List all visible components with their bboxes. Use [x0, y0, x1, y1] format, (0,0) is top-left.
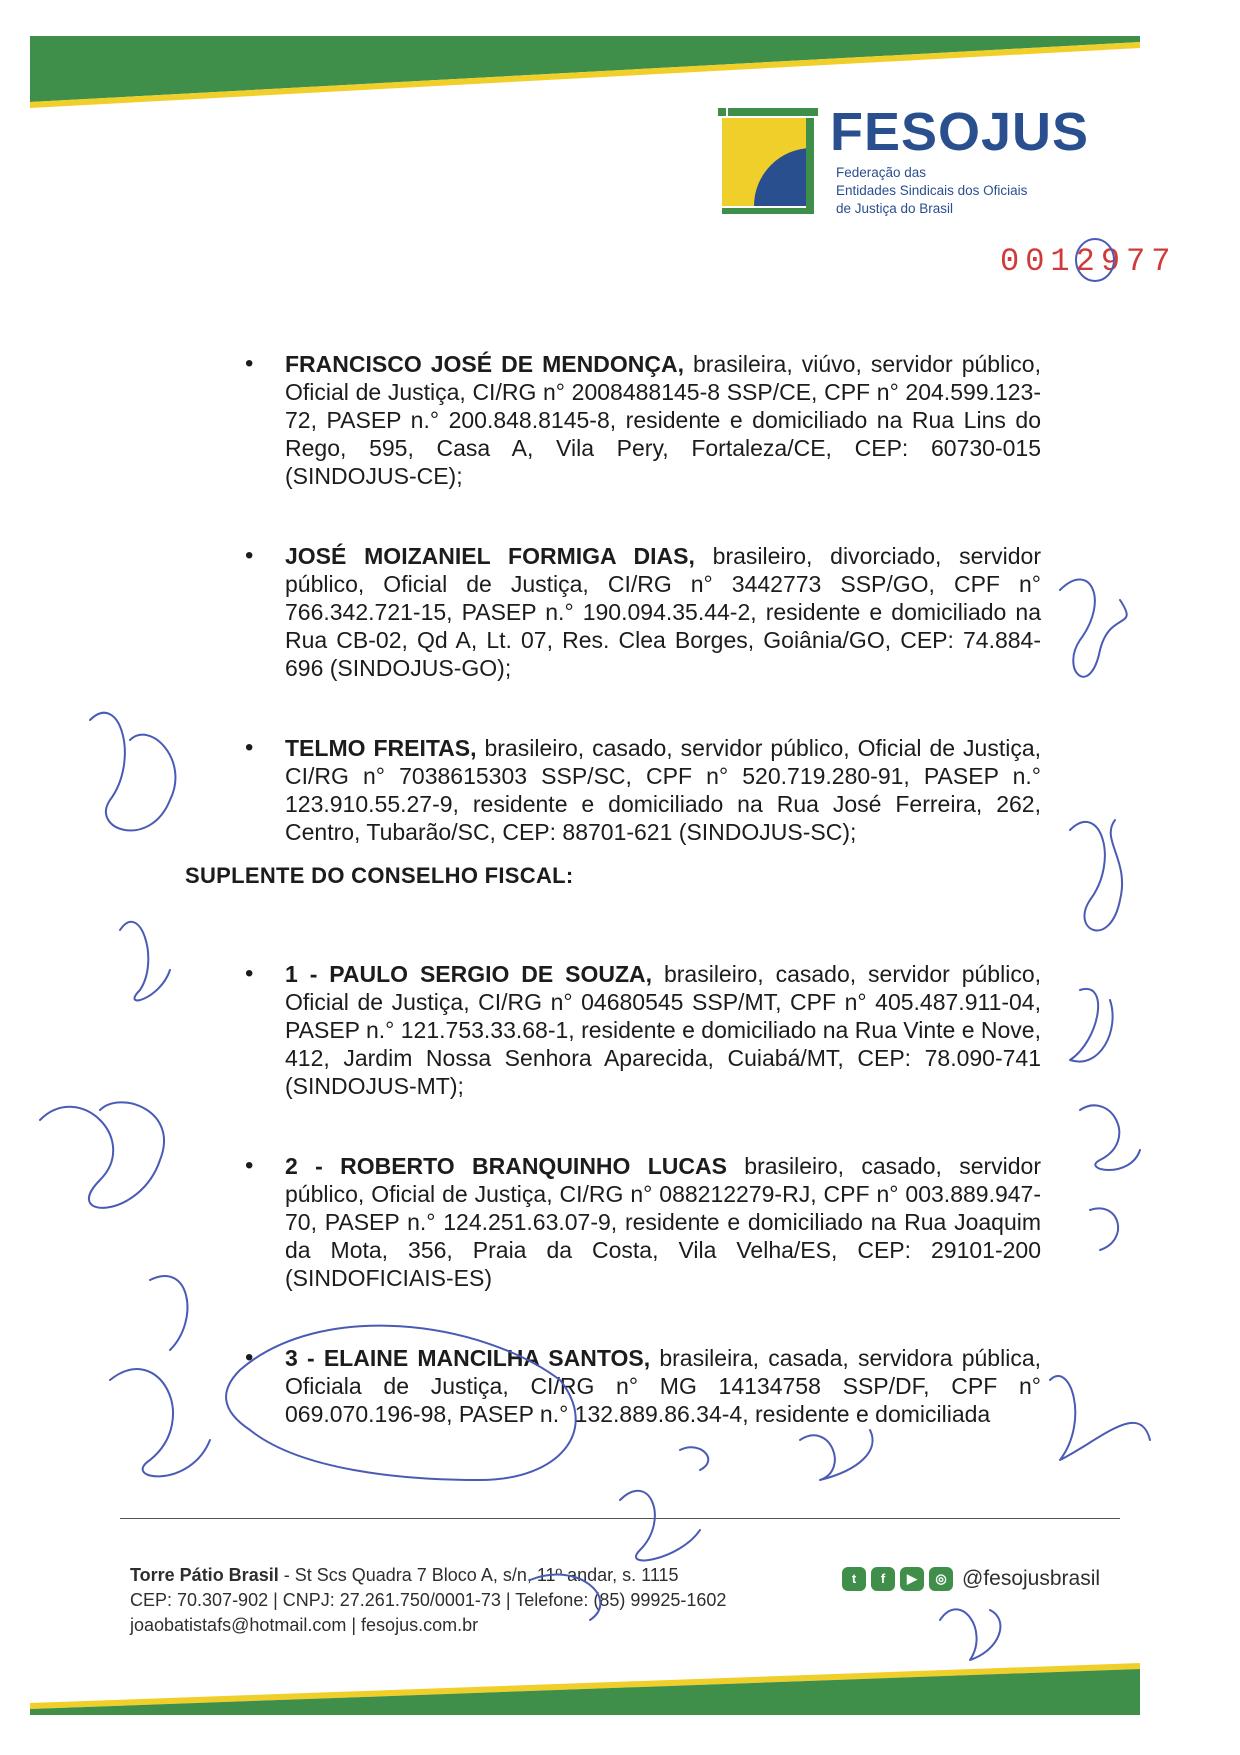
signature-stroke: [1080, 1105, 1140, 1170]
member-name: FRANCISCO JOSÉ DE MENDONÇA,: [285, 351, 684, 377]
signature-stroke: [1060, 580, 1127, 677]
substitute-name: 2 - ROBERTO BRANQUINHO LUCAS: [285, 1153, 727, 1179]
member-details: brasileiro, divorciado, servidor público, Oficial de Justiça, CI/RG n° 3442773 SSP/GO, CPF n° 766.342.721-15, PASEP n.° 190.094.35.44-2, residente e domiciliado na Rua CB-02, Qd A, Lt. 07, Res. Clea Borges, Goiânia/GO, CEP: 74.884-696 (SINDOJUS-GO);: [285, 543, 1041, 681]
substitute-details: brasileira, casada, servidora pública, Oficiala de Justiça, CI/RG n° MG 14134758 SSP/DF, CPF n° 069.070.196-98, PASEP n.° 132.889.86.34-4, residente e domiciliada: [285, 1345, 1041, 1427]
member-entry: [245, 350, 1041, 490]
bullet-icon: •: [245, 542, 254, 569]
signature-stroke: [40, 1102, 164, 1208]
substitute-entry: [245, 1152, 1041, 1292]
substitutes-list: [245, 960, 1041, 1480]
bullet-icon: •: [245, 1152, 254, 1179]
signature-stroke: [1090, 1208, 1118, 1250]
council-members-list: [245, 350, 1041, 898]
logo-subtitle-line: Entidades Sindicais dos Oficiais: [836, 183, 1028, 198]
member-name: JOSÉ MOIZANIEL FORMIGA DIAS,: [285, 543, 695, 569]
footer-contact: [130, 1563, 850, 1638]
facebook-icon: f: [871, 1567, 895, 1591]
footer-place: Torre Pátio Brasil: [130, 1565, 279, 1585]
member-details: brasileiro, casado, servidor público, Oficial de Justiça, CI/RG n° 7038615303 SSP/SC, CPF n° 520.719.280-91, PASEP n.° 123.910.55.27-9, residente e domiciliado na Rua José Ferreira, 262, Centro, Tubarão/SC, CEP: 88701-621 (SINDOJUS-SC);: [285, 735, 1042, 845]
twitter-icon: t: [842, 1567, 866, 1591]
signature-stroke: [1070, 820, 1122, 930]
instagram-icon: ◎: [929, 1567, 953, 1591]
bullet-icon: •: [245, 1344, 254, 1371]
footer-address-line: [130, 1563, 850, 1588]
logo-title: FESOJUS: [830, 102, 1090, 162]
substitute-details: brasileiro, casado, servidor público, Oficial de Justiça, CI/RG n° 04680545 SSP/MT, CPF n° 405.487.911-04, PASEP n.° 121.753.33.68-1, residente e domiciliado na Rua Vinte e Nove, 412, Jardim Nossa Senhora Aparecida, Cuiabá/MT, CEP: 78.090-741 (SINDOJUS-MT);: [285, 961, 1042, 1099]
social-links: [842, 1565, 1100, 1593]
signature-stroke: [1050, 1376, 1150, 1460]
signature-stroke: [110, 1369, 210, 1476]
signature-stroke: [620, 1491, 700, 1561]
footer-address: - St Scs Quadra 7 Bloco A, s/n, 11º andar, s. 1115: [278, 1565, 679, 1585]
member-entry: [245, 734, 1041, 846]
social-handle: @fesojusbrasil: [962, 1567, 1101, 1590]
substitute-details: brasileiro, casado, servidor público, Oficial de Justiça, CI/RG n° 088212279-RJ, CPF n° 003.889.947-70, PASEP n.° 124.251.63.07-9, residente e domiciliado na Rua Joaquim da Mota, 356, Praia da Costa, Vila Velha/ES, CEP: 29101-200 (SINDOFICIAIS-ES): [285, 1153, 1042, 1291]
fesojus-logo-icon: [718, 108, 818, 218]
substitute-entry: [245, 960, 1041, 1100]
signature-stroke: [1070, 989, 1113, 1062]
footer-registry-line: CEP: 70.307-902 | CNPJ: 27.261.750/0001-73 | Telefone: (85) 99925-1602: [130, 1590, 727, 1610]
logo-subtitle: [836, 164, 1096, 218]
logo-subtitle-line: de Justiça do Brasil: [836, 201, 954, 216]
member-name: TELMO FREITAS,: [285, 735, 477, 761]
logo-subtitle-line: Federação das: [836, 165, 927, 180]
signature-stroke: [150, 1276, 187, 1350]
bottom-banner: [0, 1655, 1240, 1715]
page-number-stamp: 0012977: [1000, 243, 1177, 280]
substitute-name: 1 - PAULO SERGIO DE SOUZA,: [285, 961, 653, 987]
bullet-icon: •: [245, 734, 254, 761]
footer-divider: [120, 1518, 1120, 1519]
signature-stroke: [940, 1609, 1000, 1660]
stamp-initial-circle: [1073, 236, 1117, 284]
footer-web-line: joaobatistafs@hotmail.com | fesojus.com.br: [130, 1615, 479, 1635]
signature-stroke: [120, 922, 170, 1001]
signature-stroke: [90, 713, 175, 831]
substitute-name: 3 - ELAINE MANCILHA SANTOS,: [285, 1345, 651, 1371]
bullet-icon: •: [245, 960, 254, 987]
section-heading: SUPLENTE DO CONSELHO FISCAL:: [185, 863, 574, 888]
bullet-icon: •: [245, 350, 254, 377]
youtube-icon: ▶: [900, 1567, 924, 1591]
member-entry: [245, 542, 1041, 682]
substitute-entry: [245, 1344, 1041, 1428]
member-details: brasileira, viúvo, servidor público, Oficial de Justiça, CI/RG n° 2008488145-8 SSP/CE, CPF n° 204.599.123-72, PASEP n.° 200.848.8145-8, residente e domiciliado na Rua Lins do Rego, 595, Casa A, Vila Pery, Fortaleza/CE, CEP: 60730-015 (SINDOJUS-CE);: [285, 351, 1041, 489]
